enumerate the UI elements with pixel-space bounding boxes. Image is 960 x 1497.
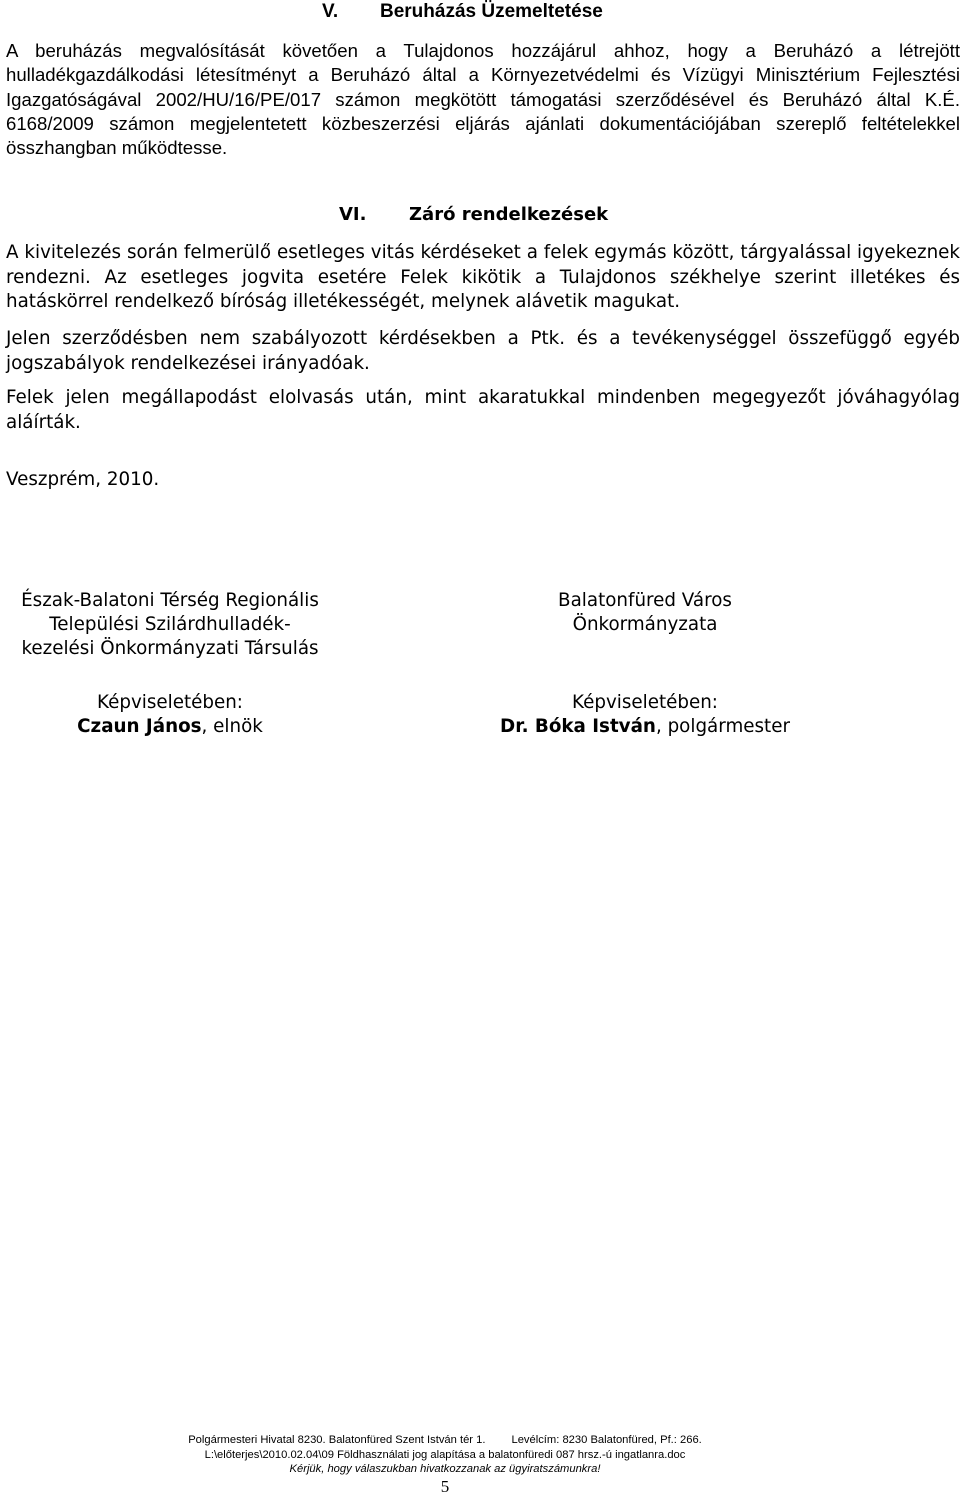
section-heading-5 <box>322 1 603 23</box>
section-title: Beruházás Üzemeltetése <box>380 1 603 22</box>
signature-block-right <box>470 589 820 739</box>
section-heading-6 <box>339 204 608 225</box>
section-number: V. <box>322 1 339 22</box>
org-name-line: Balatonfüred Város <box>558 590 732 611</box>
signatory-name: Czaun János <box>77 716 202 737</box>
section-number: VI. <box>339 204 367 225</box>
signatory <box>470 715 820 739</box>
section-6-paragraph-3: Felek jelen megállapodást elolvasás után, mint akaratukkal mindenben megegyezőt jóváhagyólag aláírták. <box>6 387 960 433</box>
org-name-line: Észak-Balatoni Térség Regionális <box>21 590 319 611</box>
represented-by-label: Képviseletében: <box>572 692 718 713</box>
org-name-line: Önkormányzata <box>572 614 718 635</box>
org-name-line: kezelési Önkormányzati Társulás <box>21 638 319 659</box>
page-number: 5 <box>440 1477 450 1496</box>
signature-block-left <box>0 589 340 739</box>
section-6-paragraph-1: A kivitelezés során felmerülő esetleges vitás kérdéseket a felek egymás között, tárgyalással igyekeznek rendezni. Az esetleges jogvita esetére Felek kikötik a Tulajdonos székhelye szerint illetékes és hatáskörrel rendelkező bíróság illetékességét, melynek alávetik magukat. <box>6 242 960 313</box>
section-title: Záró rendelkezések <box>409 204 609 225</box>
represented-by-label: Képviseletében: <box>97 692 243 713</box>
spacer <box>470 637 820 661</box>
footer-address-line <box>0 1433 890 1448</box>
org-name-line: Települési Szilárdhulladék- <box>49 614 291 635</box>
footer-request: Kérjük, hogy válaszukban hivatkozzanak az ügyiratszámunkra! <box>289 1463 601 1475</box>
place-and-date: Veszprém, 2010. <box>6 469 160 490</box>
footer-address: Polgármesteri Hivatal 8230. Balatonfüred Szent István tér 1. <box>188 1434 486 1446</box>
section-6-paragraph-2: Jelen szerződésben nem szabályozott kérdésekben a Ptk. és a tevékenységgel összefüggő egyéb jogszabályok rendelkezései irányadóak. <box>6 328 960 374</box>
footer-mail: Levélcím: 8230 Balatonfüred, Pf.: 266. <box>511 1434 702 1446</box>
spacer <box>0 661 340 691</box>
spacer <box>470 661 820 691</box>
signatory <box>0 715 340 739</box>
signatory-role: , elnök <box>201 716 263 737</box>
footer-file-path: L:\előterjes\2010.02.04\09 Földhasználati jog alapítása a balatonfüredi 087 hrsz.-ú ingatlanra.doc <box>204 1449 686 1461</box>
section-5-paragraph: A beruházás megvalósítását követően a Tulajdonos hozzájárul ahhoz, hogy a Beruházó a létrejött hulladékgazdálkodási létesítményt a Beruházó által a Környezetvédelmi és Vízügyi Minisztérium Fejlesztési Igazgatóságával 2002/HU/16/PE/017 számon megkötött támogatási szerződésével és Beruházó által K.É. 6168/2009 számon megjelentetett közbeszerzési eljárás ajánlati dokumentációjában szereplő feltételekkel összhangban működtesse. <box>6 40 960 159</box>
signatory-name: Dr. Bóka István <box>500 716 656 737</box>
signatory-role: , polgármester <box>655 716 790 737</box>
